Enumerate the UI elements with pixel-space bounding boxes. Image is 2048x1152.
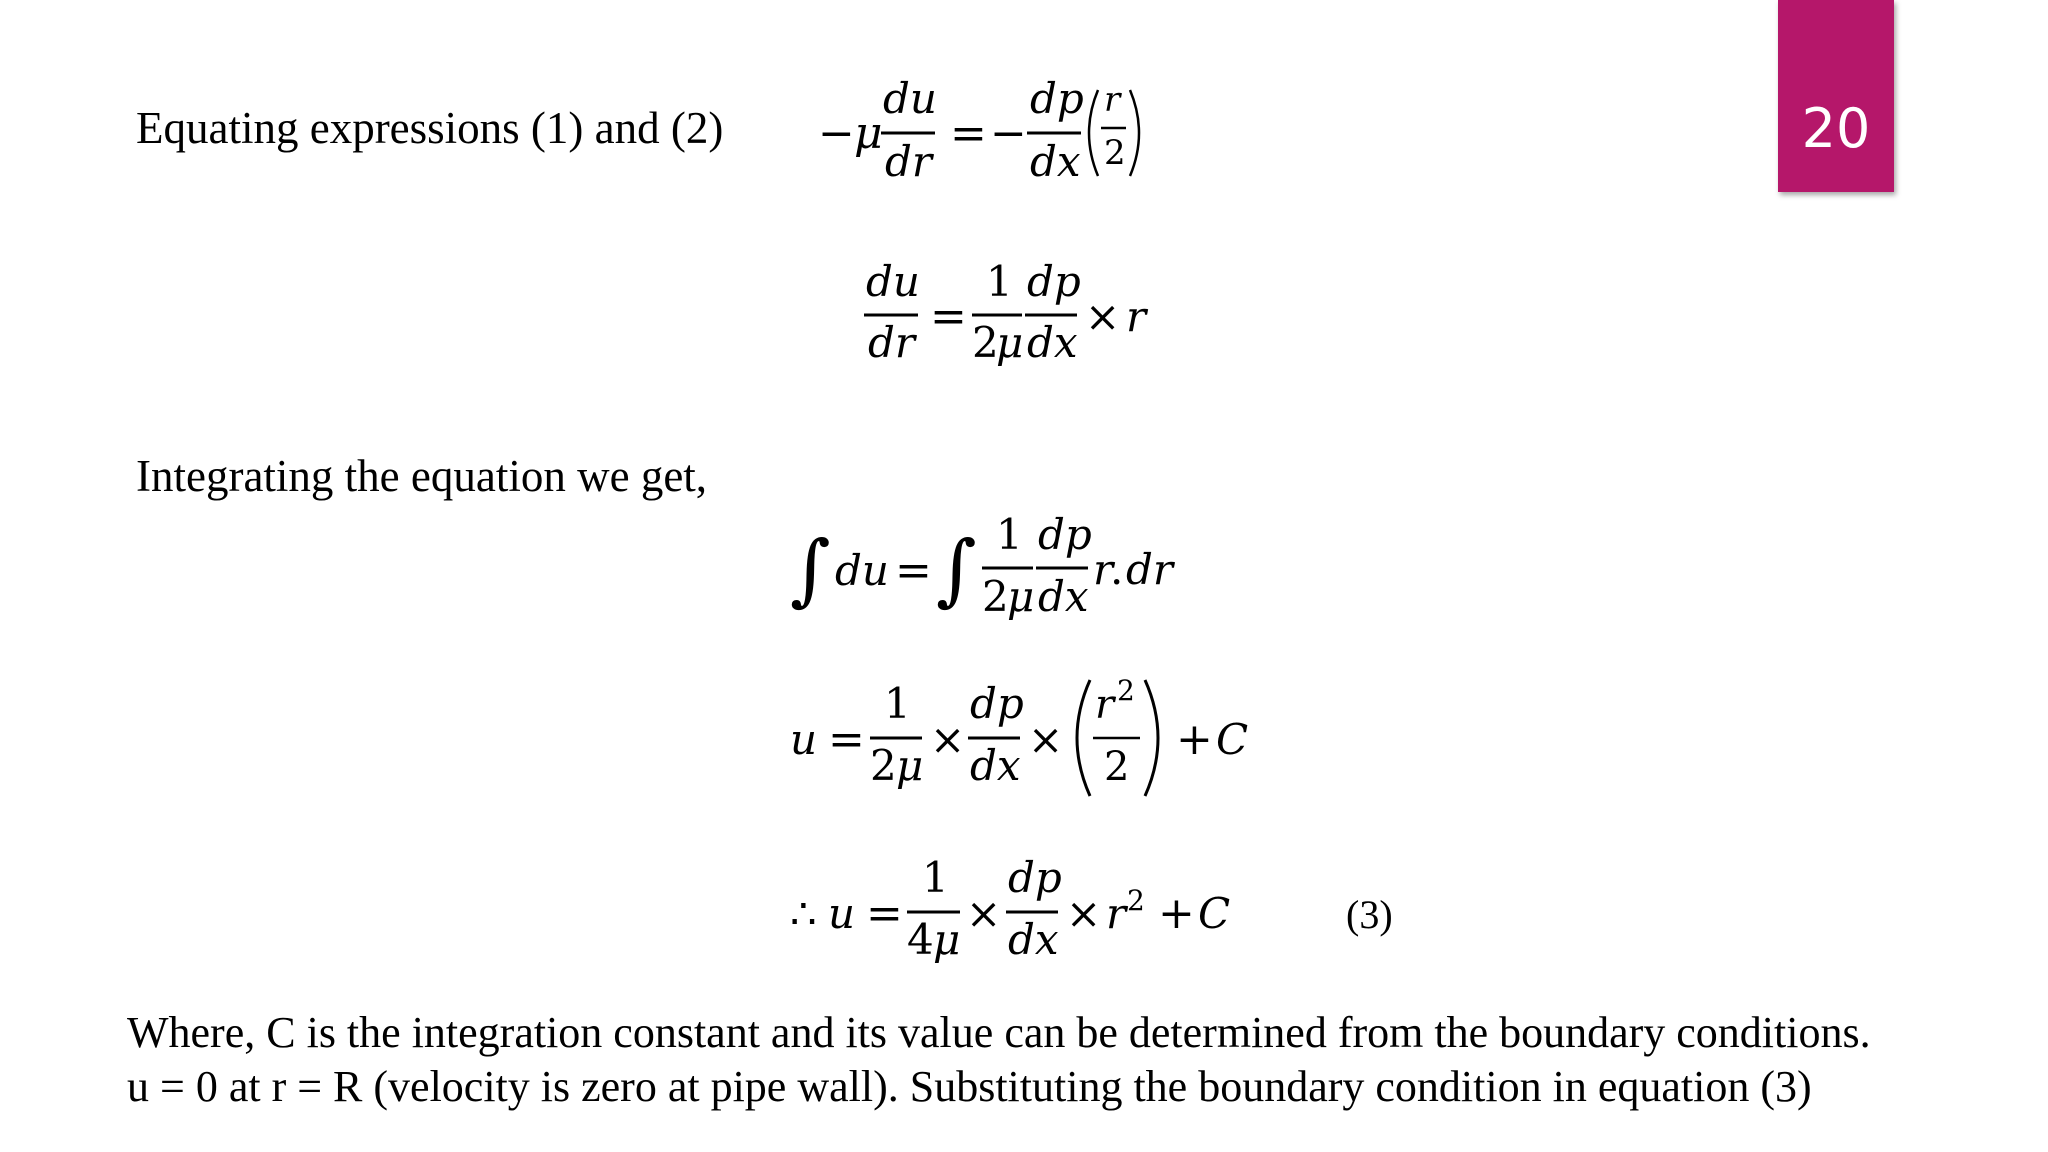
svg-text:2: 2 (972, 318, 999, 367)
svg-text:dx: dx (1038, 572, 1089, 621)
svg-text:.: . (1110, 545, 1124, 594)
svg-text:dx: dx (1008, 915, 1059, 964)
svg-text:2: 2 (1127, 884, 1145, 917)
equation-2 (864, 257, 1149, 367)
svg-text:×: × (1085, 292, 1121, 341)
svg-text:r: r (1093, 545, 1114, 594)
svg-text:−: − (990, 108, 1027, 159)
svg-text:dx: dx (970, 741, 1021, 790)
svg-text:2: 2 (870, 741, 897, 790)
text-where: Where, C is the integration constant and its value can be determined from the boundary conditions. (127, 1008, 1871, 1057)
svg-text:du: du (866, 257, 920, 306)
text-integrating: Integrating the equation we get, (136, 451, 708, 501)
svg-text:μ: μ (896, 741, 924, 790)
svg-text:×: × (1066, 889, 1102, 938)
svg-text:u: u (790, 715, 818, 764)
svg-text:=: = (828, 714, 865, 765)
svg-text:4: 4 (907, 915, 934, 964)
svg-text:∫: ∫ (936, 525, 977, 615)
svg-text:∴: ∴ (790, 889, 817, 938)
svg-text:u: u (828, 889, 856, 938)
svg-text:∫: ∫ (790, 525, 831, 615)
svg-text:×: × (930, 715, 966, 764)
svg-text:×: × (1028, 715, 1064, 764)
svg-text:dp: dp (1038, 510, 1092, 559)
equation-1 (818, 74, 1139, 186)
svg-text:+: + (1158, 888, 1195, 939)
text-equating: Equating expressions (1) and (2) (136, 103, 724, 153)
svg-text:dp: dp (970, 679, 1024, 728)
svg-text:μ: μ (933, 915, 961, 964)
svg-text:2: 2 (1117, 674, 1135, 707)
svg-text:1: 1 (986, 257, 1013, 306)
svg-text:dr: dr (1126, 545, 1173, 594)
svg-text:r: r (1104, 80, 1121, 120)
svg-text:−: − (818, 108, 855, 159)
svg-text:μ: μ (854, 108, 883, 159)
equation-number: (3) (1346, 892, 1393, 937)
svg-text:=: = (895, 545, 932, 596)
svg-text:dp: dp (1030, 74, 1084, 123)
svg-text:dp: dp (1027, 257, 1081, 306)
svg-text:C: C (1216, 715, 1249, 764)
svg-text:2: 2 (1104, 133, 1126, 173)
svg-text:×: × (966, 889, 1002, 938)
svg-text:r: r (1106, 889, 1127, 938)
svg-text:+: + (1176, 714, 1213, 765)
svg-text:2: 2 (1104, 744, 1130, 790)
svg-text:=: = (950, 108, 987, 159)
svg-text:dp: dp (1008, 853, 1062, 902)
equation-5 (790, 853, 1230, 964)
svg-text:μ: μ (996, 318, 1024, 367)
svg-text:dx: dx (1027, 318, 1078, 367)
equation-4 (790, 674, 1248, 796)
svg-text:dr: dr (868, 318, 915, 367)
svg-text:1: 1 (996, 510, 1023, 559)
svg-text:dr: dr (885, 137, 932, 186)
svg-text:r: r (1095, 682, 1115, 728)
equation-3 (790, 510, 1176, 621)
text-boundary: u = 0 at r = R (velocity is zero at pipe wall). Substituting the boundary condition in equation (3) (127, 1062, 1812, 1111)
svg-text:du: du (835, 546, 889, 595)
svg-text:C: C (1198, 889, 1231, 938)
svg-text:=: = (866, 888, 903, 939)
svg-text:2: 2 (982, 572, 1009, 621)
svg-text:du: du (883, 74, 937, 123)
svg-text:r: r (1126, 292, 1147, 341)
svg-text:μ: μ (1007, 572, 1035, 621)
svg-text:=: = (930, 291, 967, 342)
svg-text:1: 1 (922, 853, 949, 902)
svg-text:1: 1 (884, 679, 911, 728)
svg-text:dx: dx (1030, 137, 1081, 186)
page-number: 20 (1801, 97, 1871, 160)
